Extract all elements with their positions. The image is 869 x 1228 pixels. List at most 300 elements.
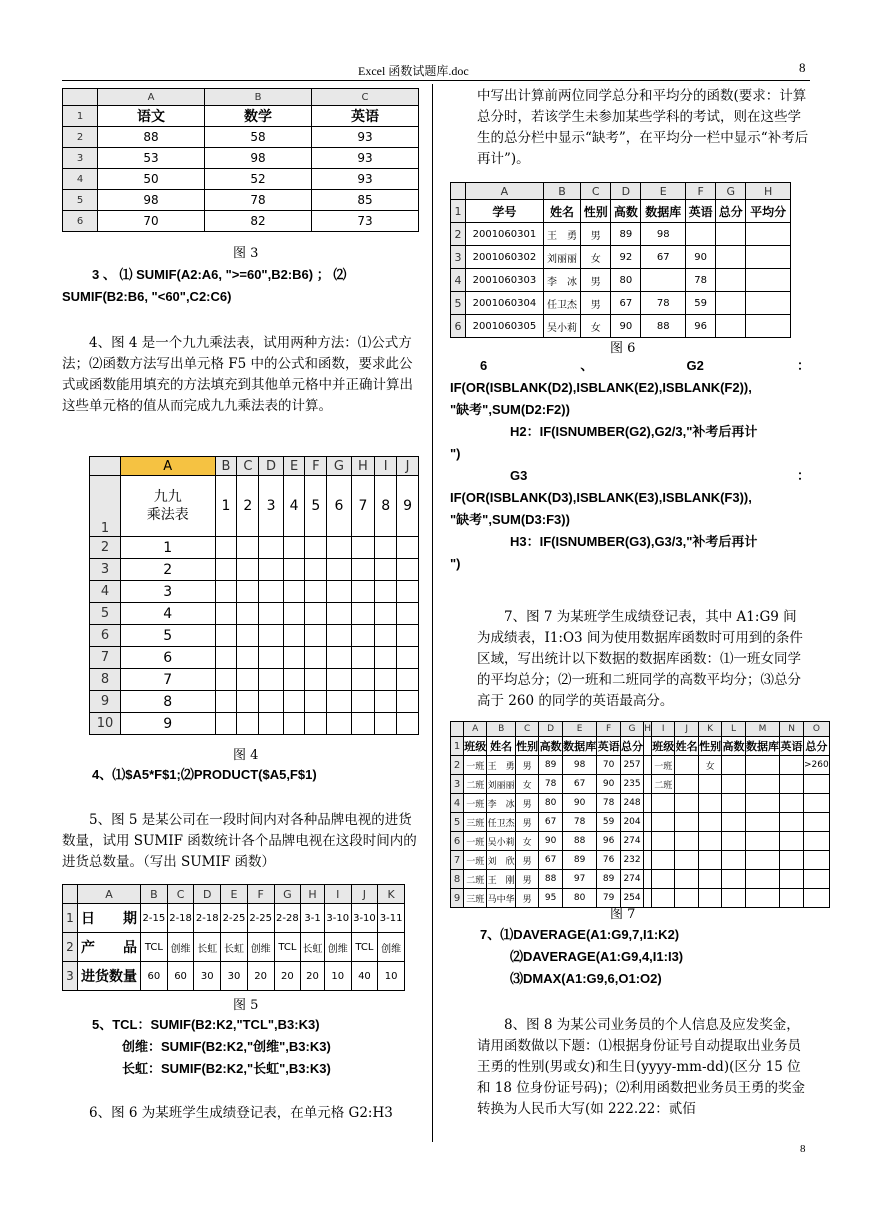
answer-6-h2-tail: ") <box>450 446 461 461</box>
table-cell <box>675 832 698 851</box>
answer-6-g2-label: G2 <box>686 358 704 373</box>
table-cell: 1 <box>215 476 237 537</box>
row-header: 4 <box>90 581 121 603</box>
figure-4-table <box>89 456 419 735</box>
corner-cell <box>90 457 121 476</box>
table-cell: 高数 <box>539 737 562 756</box>
column-divider <box>432 84 433 1142</box>
row-header: 1 <box>63 904 78 933</box>
row-header: 4 <box>451 269 466 292</box>
table-cell: 7 <box>351 476 375 537</box>
row-header: 5 <box>451 813 464 832</box>
answer-5-changhong: 长虹：SUMIF(B2:K2,"长虹",B3:K3) <box>122 1061 331 1076</box>
table-cell: 班级 <box>652 737 675 756</box>
table-cell <box>351 581 375 603</box>
table-cell <box>237 603 259 625</box>
table-cell: 67 <box>641 246 686 269</box>
table-cell: 男 <box>515 851 538 870</box>
table-cell: 8 <box>375 476 397 537</box>
table-cell: 总分 <box>620 737 643 756</box>
table-cell: 78 <box>562 813 597 832</box>
figure-6-table <box>450 182 791 338</box>
table-cell: 男 <box>515 794 538 813</box>
table-cell <box>259 669 283 691</box>
table-cell: 67 <box>611 292 641 315</box>
table-cell: 80 <box>539 794 562 813</box>
table-cell <box>283 713 305 735</box>
table-cell <box>283 625 305 647</box>
table-cell <box>215 647 237 669</box>
answer-6-g2-body: IF(OR(ISBLANK(D2),ISBLANK(E2),ISBLANK(F2)), <box>450 380 752 395</box>
column-header: M <box>745 722 780 737</box>
table-cell: 89 <box>597 870 620 889</box>
row-header: 2 <box>451 223 466 246</box>
table-cell <box>283 559 305 581</box>
table-cell <box>803 813 829 832</box>
row-header: 1 <box>451 200 466 223</box>
table-cell: 90 <box>686 246 716 269</box>
table-cell <box>698 870 721 889</box>
multiplication-table-title-line: 乘法表 <box>146 507 189 523</box>
table-cell: TCL <box>274 933 301 962</box>
row-header: 2 <box>63 933 78 962</box>
row-header: 5 <box>90 603 121 625</box>
column-header: J <box>351 885 378 904</box>
question-5-text: 5、图 5 是某公司在一段时间内对各种品牌电视的进货数量，试用 SUMIF 函数统计各个品牌电视在这段时间内的进货总数量。（写出 SUMIF 函数） <box>62 812 417 870</box>
table-cell: 67 <box>562 775 597 794</box>
table-cell: 女 <box>581 315 611 338</box>
column-header: A <box>98 89 205 106</box>
column-header: G <box>716 183 746 200</box>
table-cell <box>698 889 721 908</box>
table-cell: 50 <box>98 169 205 190</box>
table-cell <box>215 581 237 603</box>
table-cell <box>397 713 419 735</box>
figure-3-caption: 图 3 <box>233 246 259 261</box>
row-header: 6 <box>63 211 98 232</box>
table-cell: 一班 <box>464 851 487 870</box>
answer-5-chuangwei: 创维：SUMIF(B2:K2,"创维",B3:K3) <box>122 1039 331 1054</box>
row-header: 1 <box>90 476 121 537</box>
table-cell: 数学 <box>205 106 312 127</box>
table-cell <box>397 625 419 647</box>
question-6-continued <box>477 86 809 170</box>
table-cell: 8 <box>121 691 216 713</box>
answer-6-g3-colon: ： <box>796 468 810 483</box>
table-cell <box>397 669 419 691</box>
table-cell: 产 品 <box>78 933 141 962</box>
column-header: C <box>167 885 194 904</box>
column-header: C <box>581 183 611 200</box>
row-header: 7 <box>451 851 464 870</box>
row-header: 2 <box>63 127 98 148</box>
answer-6-g3-tail: "缺考",SUM(D3:F3)) <box>450 512 570 527</box>
table-cell <box>283 669 305 691</box>
table-cell: 男 <box>581 292 611 315</box>
table-cell: 王 勇 <box>487 756 516 775</box>
column-header: C <box>312 89 419 106</box>
table-cell: 男 <box>515 889 538 908</box>
table-cell <box>305 581 327 603</box>
table-cell: 二班 <box>464 775 487 794</box>
table-cell: 2-28 <box>274 904 301 933</box>
figure-7-caption: 图 7 <box>610 907 636 922</box>
table-cell <box>746 292 791 315</box>
table-cell <box>351 537 375 559</box>
question-7 <box>477 607 809 712</box>
table-cell: 7 <box>121 669 216 691</box>
table-cell: 2-18 <box>194 904 221 933</box>
table-cell <box>675 756 698 775</box>
question-8 <box>477 1015 809 1120</box>
table-cell <box>745 813 780 832</box>
table-cell: 任卫杰 <box>487 813 516 832</box>
column-header: E <box>221 885 248 904</box>
table-cell: 67 <box>539 813 562 832</box>
table-cell <box>644 851 652 870</box>
table-cell: 3-10 <box>351 904 378 933</box>
table-cell: 男 <box>581 223 611 246</box>
question-4 <box>62 333 418 417</box>
table-cell <box>351 603 375 625</box>
column-header: B <box>205 89 312 106</box>
table-cell: 姓名 <box>543 200 580 223</box>
table-cell: 总分 <box>716 200 746 223</box>
table-cell: 85 <box>312 190 419 211</box>
table-cell: 4 <box>283 476 305 537</box>
table-cell: 20 <box>247 962 274 991</box>
table-cell: 2001060301 <box>466 223 544 246</box>
table-cell <box>305 691 327 713</box>
table-cell: 李 冰 <box>543 269 580 292</box>
answer-6-h3-tail: ") <box>450 556 461 571</box>
table-cell <box>745 870 780 889</box>
table-cell: 2001060303 <box>466 269 544 292</box>
table-cell: 80 <box>611 269 641 292</box>
table-cell: 一班 <box>464 832 487 851</box>
table-cell: 88 <box>98 127 205 148</box>
figure-3-table <box>62 88 419 232</box>
column-header: E <box>283 457 305 476</box>
table-cell <box>397 537 419 559</box>
table-cell: 59 <box>597 813 620 832</box>
row-header: 2 <box>451 756 464 775</box>
table-cell: 78 <box>539 775 562 794</box>
table-cell <box>675 794 698 813</box>
table-cell: 60 <box>141 962 168 991</box>
table-cell <box>745 775 780 794</box>
row-header: 6 <box>451 832 464 851</box>
table-cell: 78 <box>641 292 686 315</box>
table-cell: 232 <box>620 851 643 870</box>
table-cell <box>644 832 652 851</box>
column-header: D <box>194 885 221 904</box>
table-cell: TCL <box>351 933 378 962</box>
column-header: F <box>305 457 327 476</box>
table-cell <box>259 559 283 581</box>
table-cell: 二班 <box>464 870 487 889</box>
table-cell: 任卫杰 <box>543 292 580 315</box>
question-6-start <box>62 1103 418 1124</box>
table-cell <box>305 559 327 581</box>
question-4-text: 4、图 4 是一个九九乘法表，试用两种方法：⑴公式方法；⑵函数方法写出单元格 F5 中的公式和函数，要求此公式或函数能用填充的方法填充到其他单元格中并正确计算出这些单元格的值从而完成九九乘法表的计算。 <box>62 335 413 414</box>
table-cell: 吴小莉 <box>487 832 516 851</box>
figure-5-table <box>62 884 405 991</box>
table-cell: 89 <box>539 756 562 775</box>
row-header: 9 <box>451 889 464 908</box>
table-cell <box>121 476 216 537</box>
table-cell <box>641 269 686 292</box>
table-cell: 53 <box>98 148 205 169</box>
table-cell <box>215 559 237 581</box>
table-cell <box>745 794 780 813</box>
table-cell: 英语 <box>597 737 620 756</box>
table-cell <box>375 713 397 735</box>
table-cell <box>375 669 397 691</box>
table-cell <box>716 223 746 246</box>
table-cell <box>397 647 419 669</box>
column-header: F <box>686 183 716 200</box>
column-header: D <box>611 183 641 200</box>
table-cell: 长虹 <box>301 933 325 962</box>
table-cell: 2-15 <box>141 904 168 933</box>
answer-6-h3: H3：IF(ISNUMBER(G3),G3/3,"补考后再计 <box>510 534 758 549</box>
table-cell <box>746 246 791 269</box>
table-cell <box>803 775 829 794</box>
table-cell: 2001060304 <box>466 292 544 315</box>
table-cell: 数据库 <box>562 737 597 756</box>
table-cell <box>327 581 351 603</box>
table-cell <box>351 713 375 735</box>
table-cell <box>305 603 327 625</box>
table-cell <box>780 775 803 794</box>
table-cell <box>237 691 259 713</box>
column-header: G <box>620 722 643 737</box>
table-cell: 6 <box>121 647 216 669</box>
corner-cell <box>63 885 78 904</box>
table-cell: 92 <box>611 246 641 269</box>
table-cell: 进货数量 <box>78 962 141 991</box>
column-header: I <box>324 885 351 904</box>
table-cell <box>675 889 698 908</box>
table-cell: 6 <box>327 476 351 537</box>
table-cell: 90 <box>597 775 620 794</box>
table-cell <box>652 870 675 889</box>
table-cell: 93 <box>312 169 419 190</box>
question-8-text: 8、图 8 为某公司业务员的个人信息及应发奖金，请用函数做以下题：⑴根据身份证号自动提取出业务员王勇的性别(男或女)和生日(yyyy-mm-dd)(区分 15 位和 18 位身份证号码)；⑵利用函数把业务员王勇的奖金转换为人民币大写(如 222.22：贰佰 <box>477 1017 806 1117</box>
table-cell: 88 <box>641 315 686 338</box>
table-cell: 79 <box>597 889 620 908</box>
table-cell: 日 期 <box>78 904 141 933</box>
table-cell: 90 <box>611 315 641 338</box>
table-cell <box>259 713 283 735</box>
table-cell <box>698 794 721 813</box>
column-header: H <box>301 885 325 904</box>
table-cell <box>397 581 419 603</box>
table-cell: 马中华 <box>487 889 516 908</box>
table-cell <box>780 794 803 813</box>
answer-6-g2-tail: "缺考",SUM(D2:F2)) <box>450 402 570 417</box>
table-cell <box>644 775 652 794</box>
column-header: J <box>397 457 419 476</box>
table-cell: 英语 <box>312 106 419 127</box>
table-cell <box>698 851 721 870</box>
column-header: B <box>141 885 168 904</box>
table-cell <box>644 794 652 813</box>
column-header: F <box>247 885 274 904</box>
table-cell <box>716 269 746 292</box>
column-header: C <box>237 457 259 476</box>
table-cell <box>698 832 721 851</box>
row-header: 3 <box>451 775 464 794</box>
answer-4: 4、⑴$A5*F$1;⑵PRODUCT($A5,F$1) <box>92 767 317 782</box>
table-cell: 1 <box>121 537 216 559</box>
table-cell <box>305 537 327 559</box>
table-cell: 73 <box>312 211 419 232</box>
table-cell: 吴小莉 <box>543 315 580 338</box>
table-cell: 10 <box>378 962 405 991</box>
table-cell <box>305 647 327 669</box>
table-cell <box>327 625 351 647</box>
table-cell: 数据库 <box>641 200 686 223</box>
table-cell <box>652 851 675 870</box>
figure-7-table <box>450 721 830 908</box>
table-cell <box>259 625 283 647</box>
table-cell: 2 <box>121 559 216 581</box>
table-cell <box>351 625 375 647</box>
table-cell <box>722 794 745 813</box>
column-header: B <box>543 183 580 200</box>
table-cell: 女 <box>698 756 721 775</box>
table-cell: 一班 <box>652 756 675 775</box>
table-cell: 性别 <box>515 737 538 756</box>
table-cell <box>675 851 698 870</box>
table-cell <box>327 713 351 735</box>
table-cell <box>215 625 237 647</box>
table-cell: 67 <box>539 851 562 870</box>
row-header: 3 <box>451 246 466 269</box>
row-header: 9 <box>90 691 121 713</box>
table-cell: 10 <box>324 962 351 991</box>
answer-7-line2: ⑵DAVERAGE(A1:G9,4,I1:I3) <box>510 949 684 964</box>
table-cell <box>237 713 259 735</box>
table-cell: 长虹 <box>194 933 221 962</box>
table-cell: 创维 <box>167 933 194 962</box>
table-cell: 90 <box>539 832 562 851</box>
table-cell: 95 <box>539 889 562 908</box>
table-cell: 98 <box>641 223 686 246</box>
table-cell <box>722 832 745 851</box>
row-header: 1 <box>63 106 98 127</box>
corner-cell <box>451 722 464 737</box>
column-header: I <box>652 722 675 737</box>
table-cell: 93 <box>312 127 419 148</box>
table-cell: 52 <box>205 169 312 190</box>
table-cell <box>375 537 397 559</box>
table-cell: 96 <box>686 315 716 338</box>
table-cell: 80 <box>562 889 597 908</box>
row-header: 5 <box>451 292 466 315</box>
column-header: G <box>327 457 351 476</box>
table-cell: 长虹 <box>221 933 248 962</box>
answer-7 <box>480 924 683 990</box>
table-cell: 30 <box>194 962 221 991</box>
table-cell: 76 <box>597 851 620 870</box>
table-cell <box>698 813 721 832</box>
table-cell: 刘丽丽 <box>543 246 580 269</box>
page-header-title: Excel 函数试题库.doc <box>358 64 469 78</box>
table-cell <box>327 647 351 669</box>
table-cell: 274 <box>620 832 643 851</box>
table-cell <box>283 647 305 669</box>
row-header: 2 <box>90 537 121 559</box>
table-cell: 王 勇 <box>543 223 580 246</box>
table-cell: 3-11 <box>378 904 405 933</box>
row-header: 7 <box>90 647 121 669</box>
table-cell <box>644 737 652 756</box>
table-cell: 刘 欣 <box>487 851 516 870</box>
question-6-start-text: 6、图 6 为某班学生成绩登记表，在单元格 G2:H3 <box>89 1105 393 1121</box>
column-header: H <box>746 183 791 200</box>
table-cell <box>803 889 829 908</box>
table-cell: 2001060302 <box>466 246 544 269</box>
page-footer-number: 8 <box>800 1143 806 1155</box>
table-cell <box>803 851 829 870</box>
column-header: C <box>515 722 538 737</box>
table-cell <box>652 889 675 908</box>
row-header: 3 <box>63 962 78 991</box>
table-cell: 9 <box>121 713 216 735</box>
table-cell <box>397 691 419 713</box>
table-cell: 一班 <box>464 794 487 813</box>
table-cell: 男 <box>515 870 538 889</box>
table-cell <box>375 603 397 625</box>
table-cell: 78 <box>205 190 312 211</box>
table-cell <box>686 223 716 246</box>
column-header: I <box>375 457 397 476</box>
table-cell: 97 <box>562 870 597 889</box>
table-cell <box>351 669 375 691</box>
answer-5-tcl: 5、TCL：SUMIF(B2:K2,"TCL",B3:K3) <box>92 1017 320 1032</box>
table-cell <box>652 813 675 832</box>
row-header: 8 <box>90 669 121 691</box>
answer-6-num: 6 <box>480 358 488 373</box>
table-cell <box>237 647 259 669</box>
table-cell: 3-10 <box>324 904 351 933</box>
table-cell <box>675 813 698 832</box>
table-cell <box>215 691 237 713</box>
table-cell: 创维 <box>324 933 351 962</box>
table-cell: 78 <box>686 269 716 292</box>
column-header: A <box>78 885 141 904</box>
table-cell <box>283 581 305 603</box>
table-cell: 2 <box>237 476 259 537</box>
row-header: 5 <box>63 190 98 211</box>
table-cell <box>716 246 746 269</box>
table-cell <box>780 756 803 775</box>
table-cell: 性别 <box>581 200 611 223</box>
column-header: B <box>487 722 516 737</box>
table-cell <box>652 832 675 851</box>
table-cell <box>644 889 652 908</box>
table-cell <box>215 713 237 735</box>
table-cell: 2-25 <box>247 904 274 933</box>
table-cell: 88 <box>539 870 562 889</box>
column-header: B <box>215 457 237 476</box>
figure-5-caption: 图 5 <box>233 998 259 1013</box>
answer-3 <box>62 264 422 308</box>
table-cell: 5 <box>121 625 216 647</box>
